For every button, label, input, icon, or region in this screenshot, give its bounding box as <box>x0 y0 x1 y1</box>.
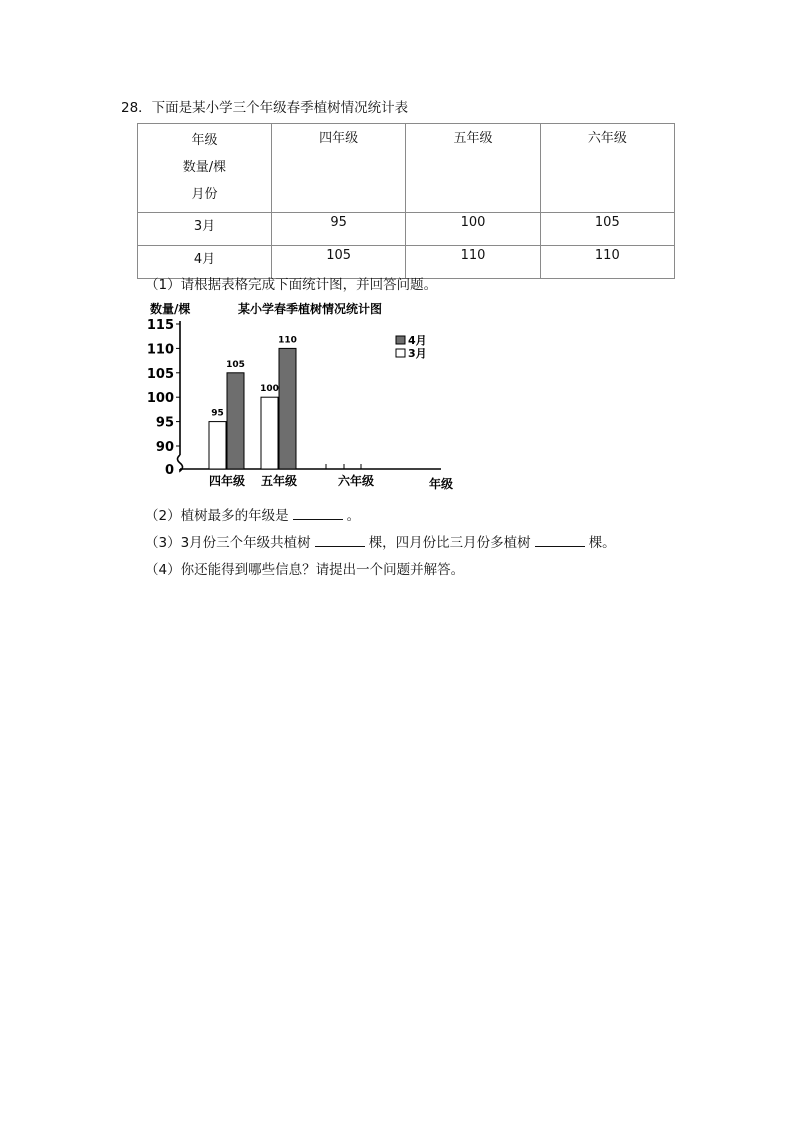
table-header-row <box>138 124 675 213</box>
table-cell: 100 <box>406 213 540 246</box>
bar <box>279 348 296 469</box>
bar <box>209 422 226 469</box>
legend-label: 4月 <box>408 334 427 347</box>
q3-text-2: 棵，四月份比三月份多植树 <box>368 535 531 551</box>
y-tick-label: 110 <box>146 342 174 358</box>
subquestion-3 <box>145 531 616 551</box>
table-cell: 110 <box>540 246 674 279</box>
chart-legend <box>396 334 427 360</box>
corner-label-grade: 年级 <box>191 133 218 148</box>
subquestion-1: （1）请根据表格完成下面统计图，并回答问题。 <box>145 277 438 293</box>
x-category-label: 四年级 <box>208 474 246 488</box>
bar <box>261 397 278 469</box>
x-categories <box>209 473 374 488</box>
y-tick-label: 115 <box>146 318 174 333</box>
y-tick-label: 90 <box>155 440 174 455</box>
answer-blank-q3-total[interactable] <box>315 533 365 547</box>
chart-title: 某小学春季植树情况统计图 <box>238 302 383 316</box>
q2-end: 。 <box>346 508 361 524</box>
question-title: 28．下面是某小学三个年级春季植树情况统计表 <box>121 100 409 116</box>
q2-text: （2）植树最多的年级是 <box>145 508 289 524</box>
header-grade-5: 五年级 <box>406 124 540 213</box>
data-label: 100 <box>260 384 279 395</box>
subquestion-4: （4）你还能得到哪些信息？请提出一个问题并解答。 <box>145 562 465 578</box>
y-tick-label: 0 <box>164 463 174 478</box>
data-label: 95 <box>211 408 224 419</box>
answer-blank-q2[interactable] <box>293 506 343 520</box>
table-cell: 110 <box>406 246 540 279</box>
bar <box>227 373 244 469</box>
bar-series <box>209 335 297 469</box>
data-label: 110 <box>278 335 297 346</box>
table-cell: 95 <box>272 213 406 246</box>
legend-swatch <box>396 349 405 357</box>
stats-table <box>137 123 675 279</box>
subquestion-2 <box>145 504 360 524</box>
y-ticks <box>147 318 180 478</box>
y-axis-label: 数量/棵 <box>150 302 191 316</box>
y-tick-label: 95 <box>155 415 174 431</box>
x-category-label: 六年级 <box>337 474 375 488</box>
row-label: 3月 <box>138 213 272 246</box>
x-category-label: 五年级 <box>260 474 298 488</box>
x-axis-label: 年级 <box>429 477 454 491</box>
y-tick-label: 100 <box>146 391 174 407</box>
corner-label-month: 月份 <box>191 187 218 202</box>
answer-blank-q3-diff[interactable] <box>535 533 585 547</box>
header-grade-4: 四年级 <box>272 124 406 213</box>
table-cell: 105 <box>272 246 406 279</box>
table-row <box>138 213 675 246</box>
row-label: 4月 <box>138 246 272 279</box>
header-grade-6: 六年级 <box>540 124 674 213</box>
table-cell: 105 <box>540 213 674 246</box>
q3-text-1: （3）3月份三个年级共植树 <box>145 535 311 551</box>
bar-chart <box>145 295 467 495</box>
q3-text-3: 棵。 <box>588 535 616 551</box>
legend-swatch <box>396 336 405 344</box>
corner-label-count: 数量/棵 <box>182 160 227 175</box>
data-label: 105 <box>226 359 245 370</box>
y-tick-label: 105 <box>146 366 174 382</box>
table-corner-cell <box>138 124 272 213</box>
legend-label: 3月 <box>408 347 427 360</box>
